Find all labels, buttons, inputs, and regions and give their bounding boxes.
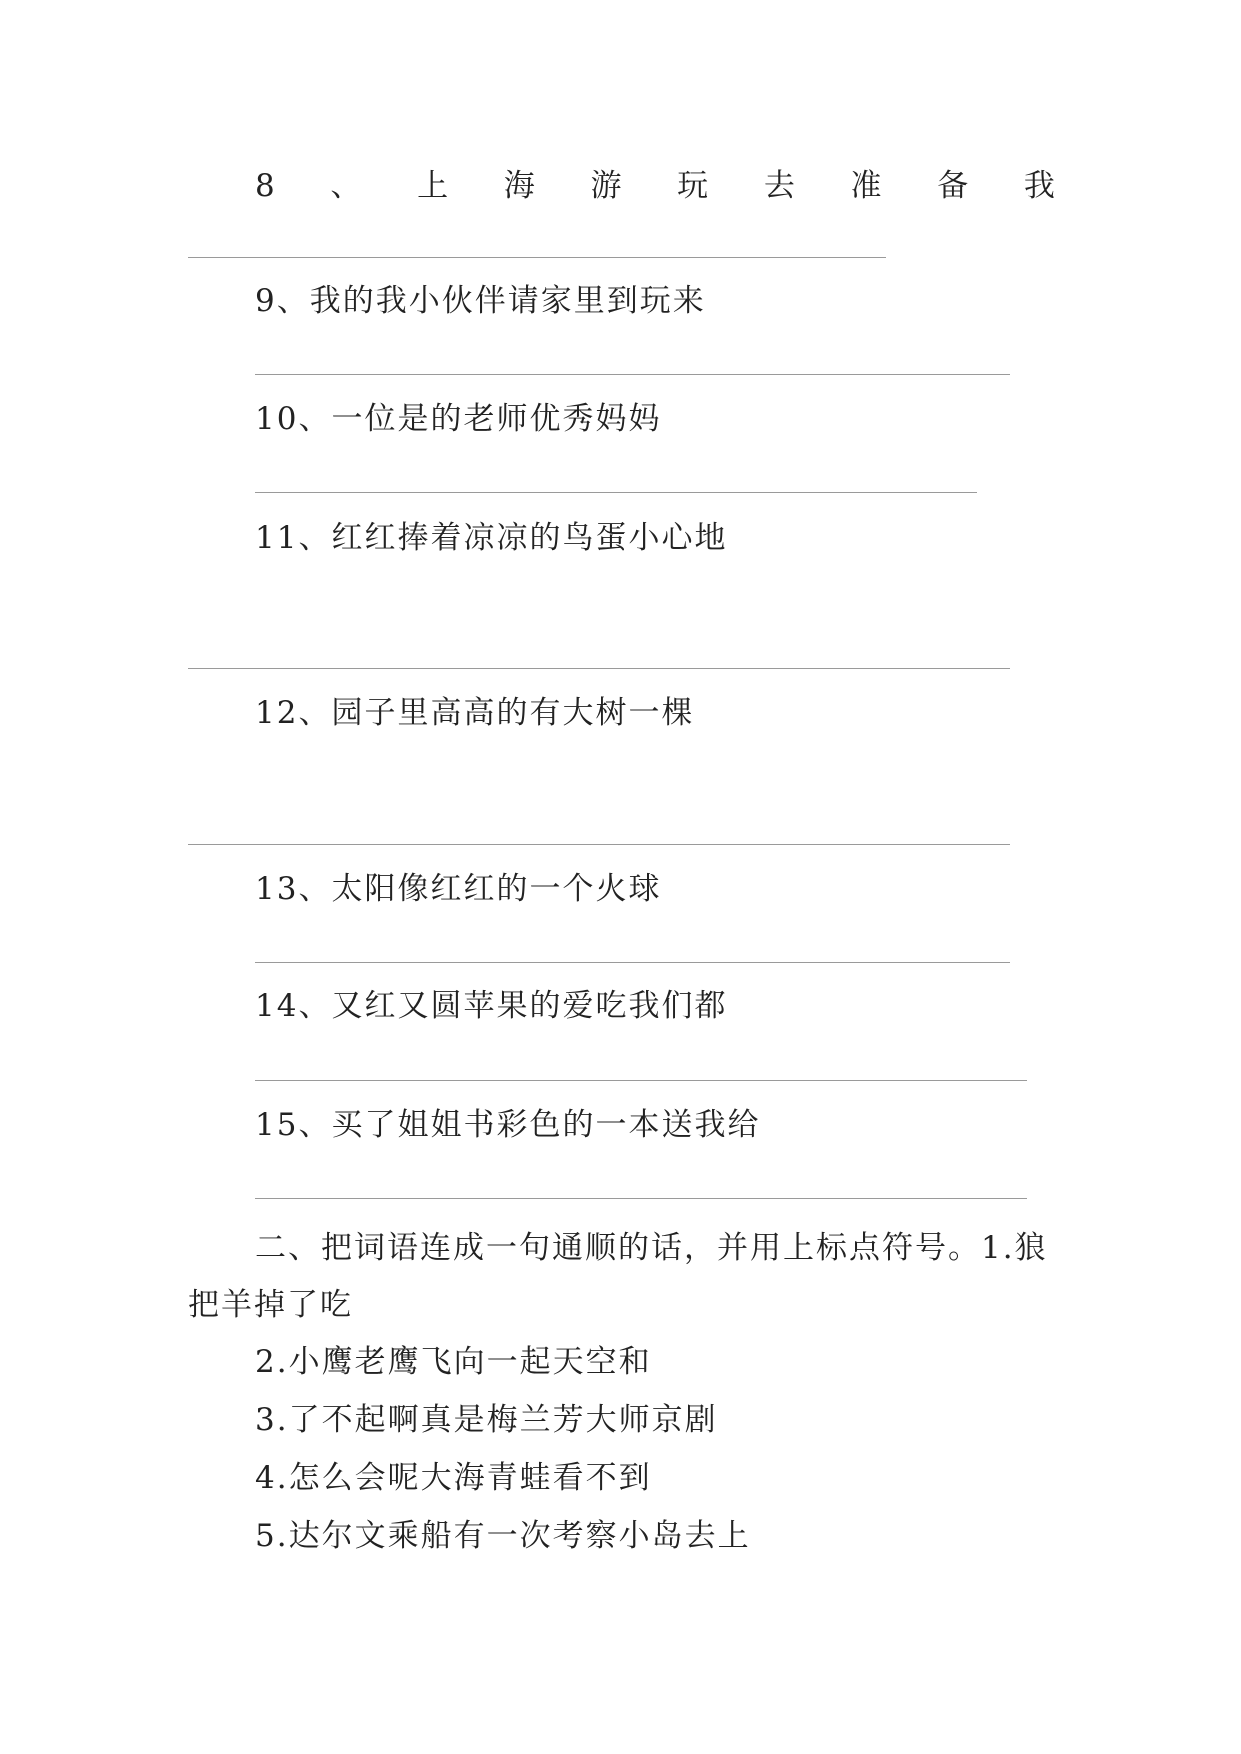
item-10: 10、一位是的老师优秀妈妈 [255, 401, 662, 437]
item-12: 12、园子里高高的有大树一棵 [255, 695, 695, 731]
item-8-char: 备 [937, 168, 969, 204]
item-9: 9、我的我小伙伴请家里到玩来 [255, 283, 706, 319]
answer-line-13 [255, 962, 1010, 963]
section2-heading-cont: 把羊掉了吃 [188, 1287, 353, 1323]
section2-item-3: 3.了不起啊真是梅兰芳大师京剧 [255, 1402, 718, 1438]
answer-line-9 [255, 374, 1010, 375]
item-8-char: 海 [503, 168, 535, 204]
item-14: 14、又红又圆苹果的爱吃我们都 [255, 988, 728, 1024]
item-15: 15、买了姐姐书彩色的一本送我给 [255, 1107, 761, 1143]
item-8-char: 上 [417, 168, 449, 204]
section2-item-5: 5.达尔文乘船有一次考察小岛去上 [255, 1518, 751, 1554]
item-8-char: 、 [330, 168, 362, 204]
answer-line-11 [188, 668, 1010, 669]
item-13: 13、太阳像红红的一个火球 [255, 871, 662, 907]
item-8-char: 8 [255, 168, 275, 204]
item-8-char: 游 [590, 168, 622, 204]
item-11: 11、红红捧着凉凉的鸟蛋小心地 [255, 520, 728, 556]
item-8-char: 准 [850, 168, 882, 204]
item-8-char: 我 [1023, 168, 1055, 204]
item-8-char: 玩 [677, 168, 709, 204]
section2-heading: 二、把词语连成一句通顺的话，并用上标点符号。1.狼 [255, 1230, 1048, 1266]
answer-line-10 [255, 492, 977, 493]
answer-line-12 [188, 844, 1010, 845]
answer-line-8 [188, 257, 886, 258]
section2-item-2: 2.小鹰老鹰飞向一起天空和 [255, 1344, 652, 1380]
answer-line-14 [255, 1080, 1027, 1081]
section2-item-4: 4.怎么会呢大海青蛙看不到 [255, 1460, 652, 1496]
answer-line-15 [255, 1198, 1027, 1199]
item-8 [255, 166, 1055, 206]
item-8-char: 去 [763, 168, 795, 204]
